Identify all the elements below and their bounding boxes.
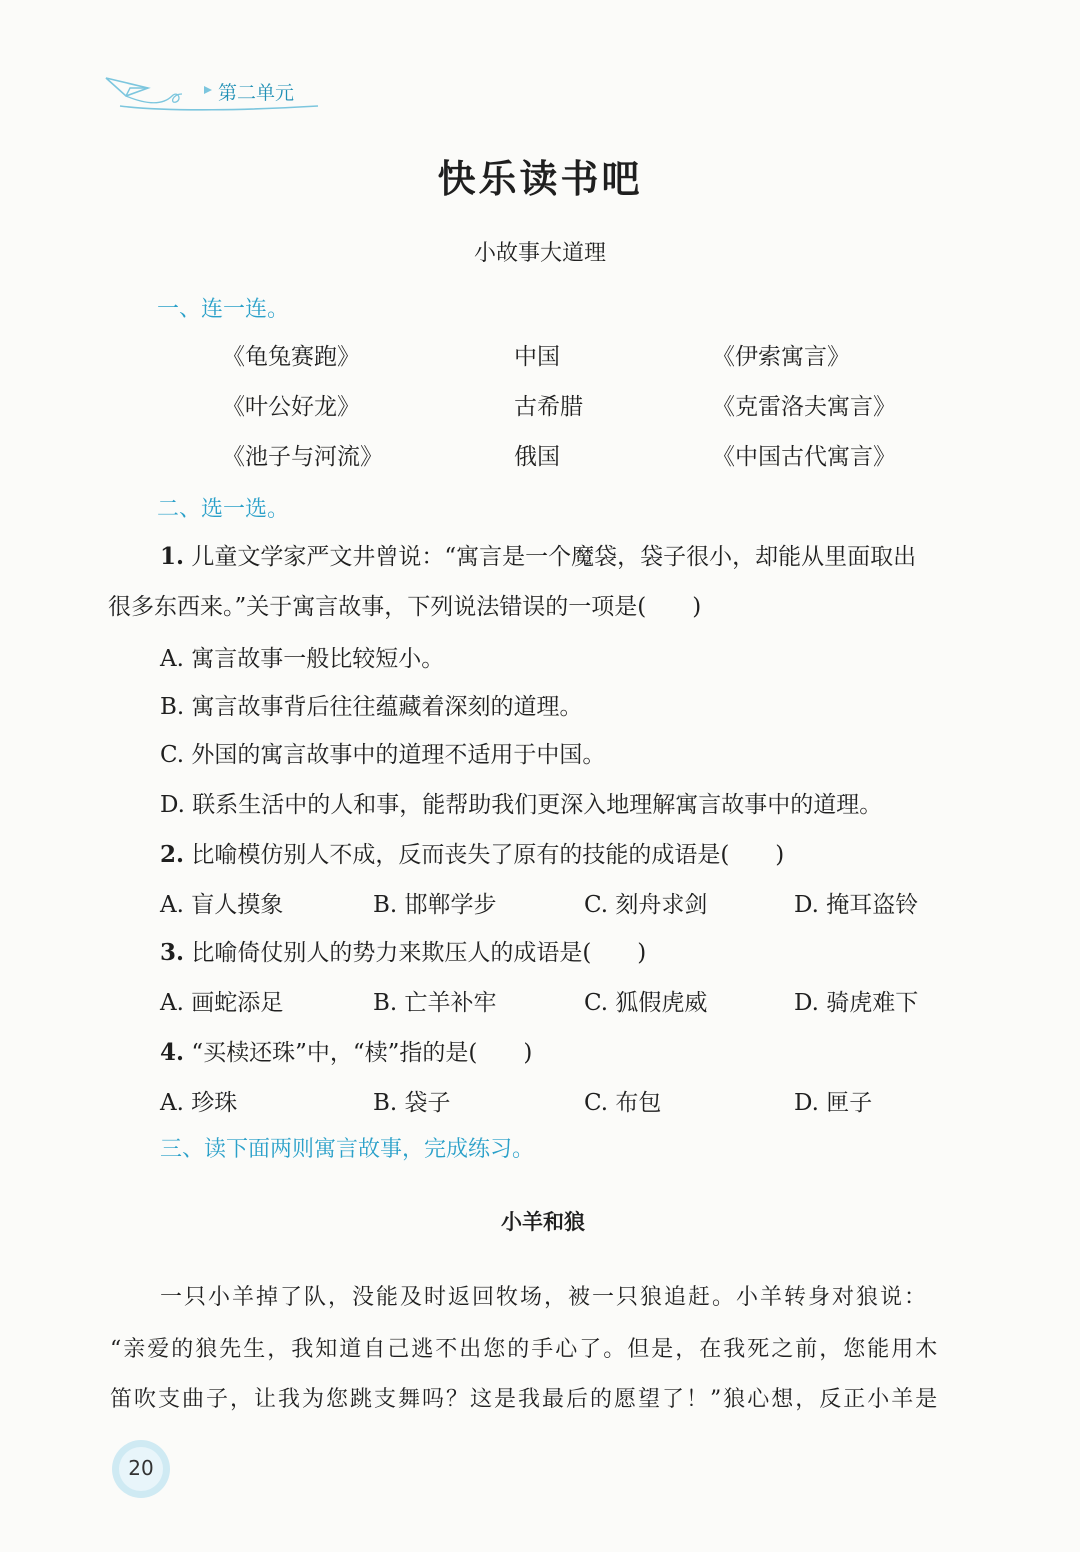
section1-heading: 一、连一连。 (157, 297, 290, 322)
match-left-item[interactable]: 《池子与河流》 (222, 444, 383, 470)
story-line: “亲爱的狼先生，我知道自己逃不出您的手心了。但是，在我死之前，您能用木 (110, 1337, 940, 1362)
option-a[interactable]: A. 寓言故事一般比较短小。 (160, 646, 445, 672)
match-right-item[interactable]: 《伊索寓言》 (712, 344, 850, 370)
option-c[interactable]: C. 布包 (584, 1090, 662, 1116)
option-c[interactable]: C. 狐假虎威 (584, 990, 708, 1016)
option-a[interactable]: A. 画蛇添足 (160, 990, 284, 1016)
question-text: 比喻模仿别人不成，反而丧失了原有的技能的成语是( ) (191, 842, 785, 868)
option-b[interactable]: B. 邯郸学步 (373, 892, 497, 918)
question-2 (160, 836, 784, 869)
option-c[interactable]: C. 刻舟求剑 (584, 892, 708, 918)
section3-heading: 三、读下面两则寓言故事，完成练习。 (160, 1137, 535, 1162)
page-number: 20 (128, 1456, 154, 1480)
match-right-item[interactable]: 《中国古代寓言》 (712, 444, 896, 470)
option-b[interactable]: B. 袋子 (373, 1090, 451, 1116)
option-b[interactable]: B. 寓言故事背后往往蕴藏着深刻的道理。 (160, 694, 583, 720)
question-number: 1. (160, 543, 185, 570)
unit-label: 第二单元 (218, 82, 295, 104)
story-line: 一只小羊掉了队，没能及时返回牧场，被一只狼追赶。小羊转身对狼说： (160, 1285, 929, 1310)
option-d[interactable]: D. 掩耳盗铃 (794, 892, 919, 918)
story-title: 小羊和狼 (501, 1210, 585, 1234)
question-1 (160, 538, 916, 571)
match-middle-item[interactable]: 中国 (514, 344, 560, 370)
section2-heading: 二、选一选。 (157, 497, 290, 522)
story-line: 笛吹支曲子，让我为您跳支舞吗？这是我最后的愿望了！”狼心想，反正小羊是 (110, 1387, 940, 1412)
question-number: 3. (160, 939, 185, 966)
question-text: 比喻倚仗别人的势力来欺压人的成语是( ) (191, 940, 647, 966)
question-number: 4. (160, 1039, 185, 1066)
page-title: 快乐读书吧 (437, 157, 643, 201)
page-subtitle: 小故事大道理 (473, 241, 606, 266)
option-d[interactable]: D. 联系生活中的人和事，能帮助我们更深入地理解寓言故事中的道理。 (160, 792, 883, 818)
option-a[interactable]: A. 珍珠 (160, 1090, 238, 1116)
match-middle-item[interactable]: 俄国 (514, 444, 560, 470)
option-b[interactable]: B. 亡羊补牢 (373, 990, 497, 1016)
question-text: 儿童文学家严文井曾说：“寓言是一个魔袋，袋子很小，却能从里面取出 (191, 544, 917, 570)
question-1-continued: 很多东西来。”关于寓言故事，下列说法错误的一项是( ) (108, 594, 702, 620)
match-left-item[interactable]: 《龟兔赛跑》 (222, 344, 360, 370)
question-number: 2. (160, 841, 185, 868)
option-a[interactable]: A. 盲人摸象 (160, 892, 284, 918)
match-right-item[interactable]: 《克雷洛夫寓言》 (712, 394, 896, 420)
option-c[interactable]: C. 外国的寓言故事中的道理不适用于中国。 (160, 742, 606, 768)
question-3 (160, 934, 646, 967)
option-d[interactable]: D. 匣子 (794, 1090, 873, 1116)
question-4 (160, 1034, 532, 1067)
match-middle-item[interactable]: 古希腊 (514, 394, 583, 420)
match-left-item[interactable]: 《叶公好龙》 (222, 394, 360, 420)
question-text: “买椟还珠”中，“椟”指的是( ) (191, 1040, 533, 1066)
option-d[interactable]: D. 骑虎难下 (794, 990, 919, 1016)
